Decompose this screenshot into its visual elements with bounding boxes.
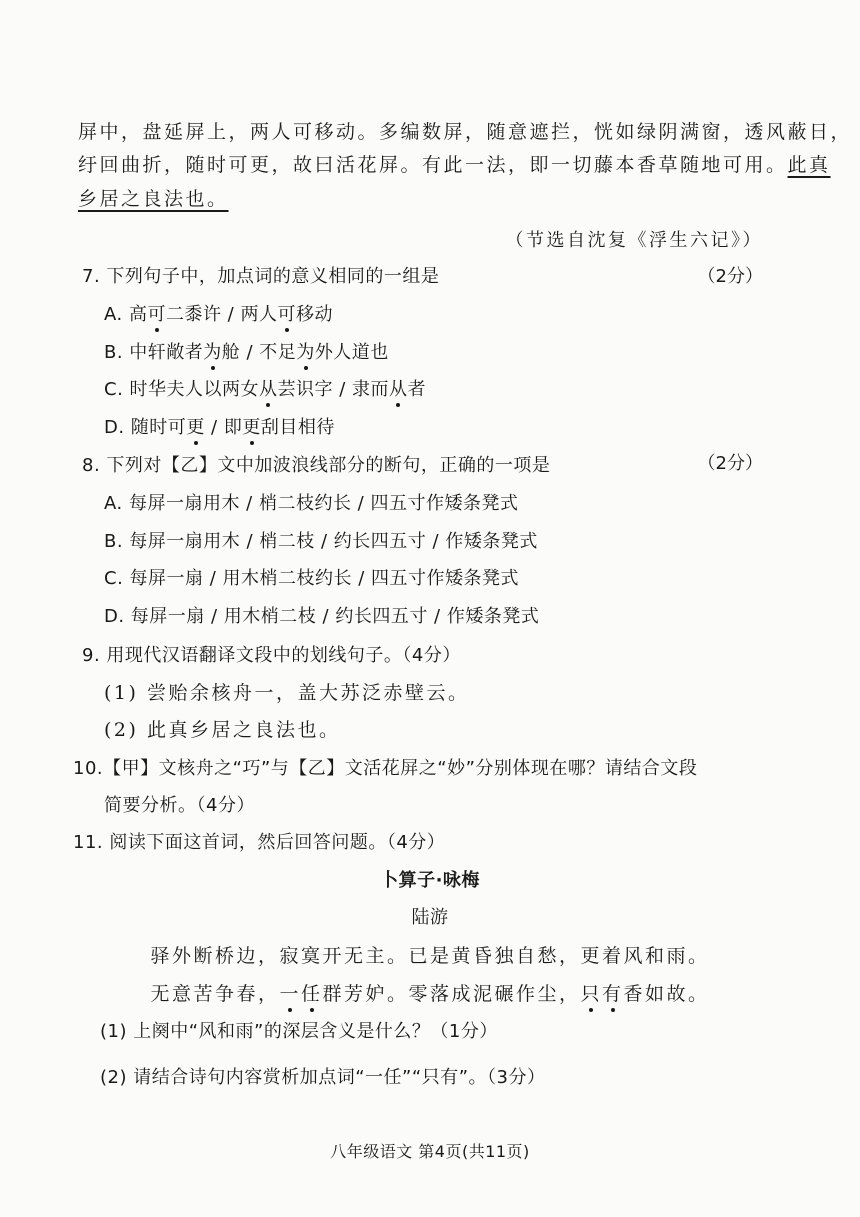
- verse-2-dot-word-1: 一: [279, 983, 301, 1005]
- q7-c-text-2: 芸识字 / 隶而: [277, 379, 390, 400]
- poem-verse-1: 驿外断桥边，寂寞开无主。已是黄昏独自愁，更着风和雨。: [150, 945, 710, 967]
- poem-author: 陆游: [411, 907, 449, 928]
- verse-2-dot-word-2: 任: [300, 983, 323, 1005]
- q7-c-dot-word-2: 从: [389, 379, 408, 400]
- q8-stem: 8. 下列对【乙】文中加波浪线部分的断句，正确的一项是: [82, 455, 551, 476]
- underlined-sentence-end: 乡居之良法也。: [78, 188, 229, 210]
- q7-b-text-3: 外人道也: [314, 342, 389, 363]
- q7-d-text-2: / 即: [204, 417, 243, 438]
- q10-line-1: 10.【甲】文核舟之“巧”与【乙】文活花屏之“妙”分别体现在哪？请结合文段: [73, 758, 698, 779]
- q7-a-text-3: 移动: [295, 304, 333, 325]
- q7-a-text-1: A. 高: [104, 304, 148, 325]
- q8-score: （2分）: [697, 453, 763, 474]
- q9-stem: 9. 用现代汉语翻译文段中的划线句子。（4分）: [82, 645, 461, 666]
- q7-c-text-1: C. 时华夫人以两女: [104, 379, 260, 400]
- q8-option-d: D. 每屏一扇 / 用木梢二枝 / 约长四五寸 / 作矮条凳式: [104, 606, 540, 627]
- q7-d-dot-word-2: 更: [242, 417, 261, 438]
- q7-c-text-3: 者: [407, 379, 427, 400]
- q7-stem: 7. 下列句子中，加点词的意义相同的一组是: [82, 266, 440, 287]
- verse-2-dot-word-4: 有: [602, 983, 624, 1005]
- q7-b-text-2: 舱 / 不足: [221, 342, 297, 363]
- verse-2-text-2: 群芳妒。零落成泥碾作尘，: [322, 983, 581, 1005]
- passage-line-2: [78, 156, 831, 175]
- q9-item-1: (1) 尝贻余核舟一，盖大苏泛赤壁云。: [104, 682, 470, 704]
- q7-c-dot-word-1: 从: [259, 379, 278, 400]
- q11-sub-1: (1) 上阕中“风和雨”的深层含义是什么？（1分）: [100, 1021, 498, 1042]
- q7-option-a: [104, 306, 333, 324]
- passage-line-2-text: 纡回曲折，随时可更，故曰活花屏。有此一法，即一切藤本香草随地可用。: [78, 154, 788, 176]
- q11-stem: 11. 阅读下面这首词，然后回答问题。（4分）: [73, 832, 446, 853]
- passage-source: （节选自沈复《浮生六记》）: [505, 230, 763, 251]
- q7-option-d: [104, 419, 335, 437]
- passage-line-1: 屏中，盘延屏上，两人可移动。多编数屏，随意遮拦，恍如绿阴满窗，透风蔽日，: [78, 121, 853, 143]
- q8-option-a: A. 每屏一扇用木 / 梢二枝约长 / 四五寸作矮条凳式: [104, 493, 519, 514]
- q7-a-text-2: 二黍许 / 两人: [165, 304, 278, 325]
- q7-d-dot-word-1: 更: [186, 417, 205, 438]
- verse-2-dot-word-3: 只: [580, 983, 603, 1005]
- q7-option-b: [104, 344, 389, 362]
- q7-b-dot-word-2: 为: [296, 342, 315, 363]
- q7-option-c: [104, 381, 426, 399]
- verse-2-text-3: 香如故。: [623, 983, 710, 1005]
- q7-d-text-3: 刮目相待: [260, 417, 335, 438]
- q7-a-dot-word-1: 可: [147, 304, 166, 325]
- q7-a-dot-word-2: 可: [277, 304, 296, 325]
- q7-b-text-1: B. 中轩敞者: [104, 342, 204, 363]
- q7-score: （2分）: [697, 266, 763, 287]
- q8-option-c: C. 每屏一扇 / 用木梢二枝约长 / 四五寸作矮条凳式: [104, 568, 520, 589]
- q7-d-text-1: D. 随时可: [104, 417, 187, 438]
- q8-option-b: B. 每屏一扇用木 / 梢二枝 / 约长四五寸 / 作矮条凳式: [104, 531, 538, 552]
- poem-verse-2: [0, 985, 860, 1004]
- q7-b-dot-word-1: 为: [203, 342, 222, 363]
- q11-sub-2: (2) 请结合诗句内容赏析加点词“一任”“只有”。（3分）: [100, 1067, 546, 1088]
- verse-2-text-1: 无意苦争春，: [150, 983, 280, 1005]
- poem-title: 卜算子·咏梅: [380, 870, 480, 891]
- q10-line-2: 简要分析。（4分）: [104, 795, 255, 816]
- passage-line-3: [78, 190, 229, 209]
- page-footer: 八年级语文 第4页(共11页): [330, 1142, 530, 1161]
- underlined-sentence-start: 此真: [787, 154, 831, 176]
- q9-item-2: (2) 此真乡居之良法也。: [104, 719, 341, 741]
